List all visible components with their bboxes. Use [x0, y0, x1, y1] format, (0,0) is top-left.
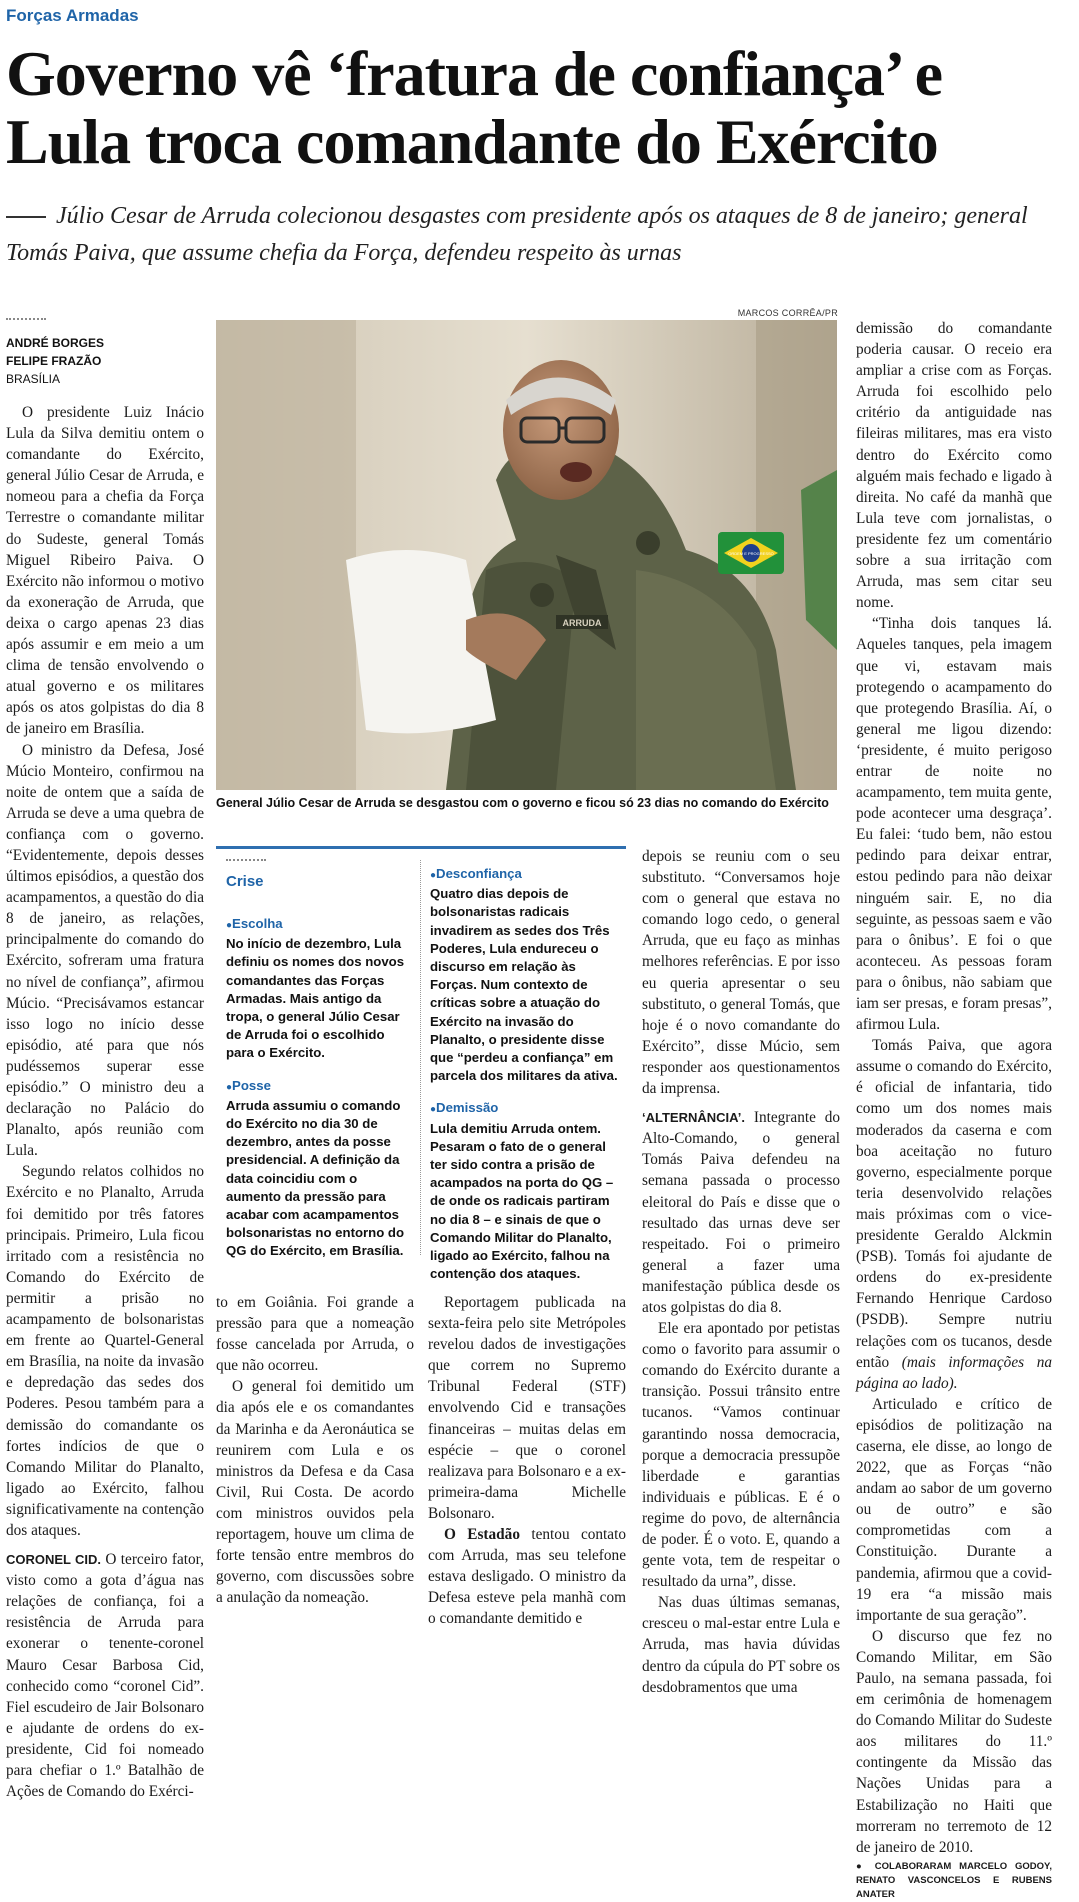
- end-mark-icon: ●: [856, 1860, 875, 1872]
- box-col-right: [430, 859, 618, 1283]
- box-divider: [420, 860, 421, 1255]
- deck-text: Júlio Cesar de Arruda colecionou desgastes com presidente após os ataques de 8 de janeiro; general Tomás Paiva, que assume chefia da Força, defendeu respeito às urnas: [6, 203, 1028, 266]
- byline: [6, 334, 104, 388]
- column-3-bottom: [428, 1292, 626, 1630]
- column-4: [642, 846, 840, 1698]
- flag-motto: ORDEM E PROGRESSO: [728, 551, 774, 556]
- kicker-alternancia: ‘ALTERNÂNCIA’.: [642, 1110, 746, 1126]
- headline: [6, 40, 1076, 176]
- paragraph: O discurso que fez no Comando Militar, em São Paulo, na semana passada, foi em cerimônia de homenagem do Comando Militar do Sudeste aos militares do 11.º contingente da Missão das Nações Unidas para a Estabilização no Haiti que morreram no terremoto de 12 de janeiro de 2010.: [856, 1627, 1052, 1856]
- photo-general-arruda: [216, 320, 837, 790]
- photo-name-tag: ARRUDA: [562, 618, 602, 628]
- photo-caption: General Júlio Cesar de Arruda se desgastou com o governo e ficou só 23 dias no comando do Exército: [216, 796, 829, 810]
- box-dots: [226, 859, 266, 861]
- box-item-text: Quatro dias depois de bolsonaristas radicais invadirem as sedes dos Três Poderes, Lula endureceu o discurso em relação às Forças. Num contexto de críticas sobre a atuação do Exército na invasão do Planalto, o presidente disse que “perdeu a confiança” em parcela dos militares da ativa.: [430, 886, 618, 1084]
- paragraph: O ministro da Defesa, José Múcio Monteiro, confirmou na noite de ontem que a saída de Arruda se deve a uma quebra de confiança com o governo. “Evidentemente, depois desses últimos episódios, a questão dos acampamentos, a questão do dia 8 de janeiro, as relações, principalmente do comando do Exército, sofreram uma fratura no nível de confiança”, afirmou Múcio. “Precisávamos estancar isso logo no início desse episódio, até para que nós pudéssemos superar esse episódio.” O ministro deu a declaração no Palácio do Planalto, após reunião com Lula.: [6, 741, 204, 1160]
- paragraph: demissão do comandante poderia causar. O receio era ampliar a crise com as Forças. Arruda foi escolhido pelo critério da antiguidade nas fileiras militares, mas era visto dentro do Exército como alguém mais fechado e ligado à direita. No café da manhã que Lula teve com jornalistas, o presidente fez um comentário sobre a sua irritação com Arruda, mas sem citar seu nome.: [856, 320, 1052, 612]
- box-item-head: ● Posse: [226, 1077, 412, 1097]
- paragraph: [6, 1549, 204, 1802]
- deck: [6, 198, 1076, 272]
- collaborators: [856, 1860, 1052, 1902]
- box-item-head: ● Desconfiança: [430, 865, 618, 885]
- paragraph: O presidente Luiz Inácio Lula da Silva demitiu ontem o comandante do Exército, general Júlio Cesar de Arruda, e nomeou para a chefia da Força Terrestre o comandante militar do Sudeste, general Tomás Miguel Ribeiro Paiva. O Exército não informou o motivo da exoneração de Arruda, que deixa o cargo apenas 23 dias após assumir e em meio a um clima de tensão envolvendo o atual governo e os militares após os atos golpistas do dia 8 de janeiro em Brasília.: [6, 404, 204, 738]
- box-item-text: Lula demitiu Arruda ontem. Pesaram o fato de o general ter sido contra a prisão de acampados na porta do QG – de onde os radicais partiram no dia 8 – e sinais de que o Comando Militar do Planalto, ligado ao Exército, falhou na contenção dos ataques.: [430, 1120, 614, 1282]
- cross-reference: (mais informações na página ao lado).: [856, 1353, 1052, 1392]
- column-1: [6, 402, 204, 1802]
- paragraph: [642, 1107, 840, 1318]
- paragraph-text: Tomás Paiva, que agora assume o comando do Exército, é oficial de infantaria, tido como um dos nomes mais moderados da caserna e com boa aceitação no futuro governo, especialmente porque teria desenvolvido relações mais próximas com o vice-presidente Geraldo Alckmin (PSB). Tomás foi ajudante de ordens do ex-presidente Fernando Henrique Cardoso (PSDB). Sempre nutriu relações com os tucanos, desde então: [856, 1037, 1052, 1371]
- paragraph: [428, 1524, 626, 1629]
- byline-dots: [6, 318, 46, 320]
- paragraph: Segundo relatos colhidos no Exército e no Planalto, Arruda foi demitido por três fatores principais. Primeiro, Lula ficou irritado com a resistência no Comando do Exército de permitir a prisão no acampamento de bolsonaristas em frente ao Quartel-General em Brasília, na noite da invasão e depredação das sedes dos Poderes. Pesou também para a demissão do comandante os fortes indícios de que o Comando Militar do Planalto, ligado ao Exército, falhou significativamente na contenção dos ataques.: [6, 1163, 204, 1539]
- paragraph: Ele era apontado por petistas como o favorito para assumir o comando do Exército durante a transição. Possui trânsito entre tucanos. “Vamos continuar garantindo nossa democracia, porque a democracia pressupõe liberdade e garantias individuais e públicas. E é o regime do povo, de alternância de poder. É o voto. E, quando a gente vota, tem de respeitar o resultado da urna”, disse.: [642, 1320, 840, 1591]
- paragraph-text: O terceiro fator, visto como a gota d’água nas relações de confiança, foi a resistência de Arruda para exonerar o tenente-coronel Mauro Cesar Barbosa Cid, conhecido como “coronel Cid”. Fiel escudeiro de Jair Bolsonaro e ajudante de ordens do ex-presidente, Cid foi nomeado para chefiar o 1.º Batalhão de Ações de Comando do Exérci-: [6, 1551, 204, 1801]
- headline-line-2: Lula troca comandante do Exército: [6, 106, 938, 177]
- box-title: Crise: [226, 873, 264, 890]
- estadao-kicker: O Estadão: [444, 1526, 520, 1544]
- byline-author-1: ANDRÉ BORGES: [6, 336, 105, 350]
- box-col-left: [226, 905, 412, 1261]
- byline-city: BRASÍLIA: [6, 372, 61, 386]
- paragraph-text: Integrante do Alto-Comando, o general Tomás Paiva defendeu na semana passada o processo eleitoral do País e disse que o resultado das urnas deve ser respeitado. Foi o primeiro general a fazer uma manifestação pública desde os atos golpistas do dia 8.: [642, 1109, 840, 1316]
- paragraph: [856, 1035, 1052, 1394]
- column-5: [856, 318, 1052, 1902]
- headline-line-1: Governo vê ‘fratura de confiança’ e: [6, 38, 942, 109]
- box-item-text: Arruda assumiu o comando do Exército no dia 30 de dezembro, antes da posse presidencial. A definição da data coincidiu com o aumento da pressão para acabar com acampamentos bolsonaristas no entorno do QG do Exército, em Brasília.: [226, 1097, 405, 1259]
- box-item-head: ● Demissão: [430, 1099, 618, 1119]
- box-item-head: ● Escolha: [226, 915, 412, 935]
- deck-rule: [6, 216, 46, 218]
- paragraph: to em Goiânia. Foi grande a pressão para que a nomeação fosse cancelada por Arruda, o que não ocorreu.: [216, 1294, 414, 1375]
- photo-credit: MARCOS CORRÊA/PR: [737, 308, 838, 318]
- box-item-text: No início de dezembro, Lula definiu os nomes dos novos comandantes das Forças Armadas. Mais antigo da tropa, o general Júlio Cesar de Arruda foi o escolhido para o Exército.: [226, 936, 405, 1061]
- paragraph: “Tinha dois tanques lá. Aqueles tanques, pela imagem que vi, estavam mais protegendo o acampamento do que protegendo Brasília. Aí, o general me ligou dizendo: ‘presidente, é muito perigoso entrar de noite no acampamento, tem muita gente, pode acontecer uma desgraça’. Eu falei: ‘tudo bem, não estou pedindo para deixar entrar, estou pedindo para não deixar ninguém sair. E, no dia seguinte, as pessoas saem e vão para o ônibus’. E foi o que aconteceu. As pessoas foram para o ônibus, não sabiam que iam ser presas, e foram presas”, afirmou Lula.: [856, 615, 1052, 1034]
- kicker-coronel-cid: CORONEL CID.: [6, 1552, 101, 1568]
- byline-author-2: FELIPE FRAZÃO: [6, 354, 102, 368]
- crise-box: [216, 846, 626, 1282]
- paragraph: Nas duas últimas semanas, cresceu o mal-estar entre Lula e Arruda, mas havia dúvidas dentro da cúpula do PT sobre os desdobramentos que uma: [642, 1594, 840, 1696]
- section-tag: Forças Armadas: [6, 6, 139, 25]
- paragraph: Reportagem publicada na sexta-feira pelo site Metrópoles revelou dados de investigações que correm no Supremo Tribunal Federal (STF) envolvendo Cid e transações financeiras – muitas delas em espécie – que o coronel realizava para Bolsonaro e a ex-primeira-dama Michelle Bolsonaro.: [428, 1294, 626, 1522]
- photo-illustration: [216, 320, 837, 790]
- paragraph: depois se reuniu com o seu substituto. “Conversamos hoje com o general que estava no comando logo cedo, o general Arruda, que eu faço as minhas melhores referências. E por isso eu queria apresentar o seu substituto, o general Tomás, que hoje é o novo comandante do Exército”, disse Múcio, sem responder aos questionamentos da imprensa.: [642, 848, 840, 1098]
- paragraph: Articulado e crítico de episódios de politização na caserna, ele disse, ao longo de 2022, que as Forças “não andam ao sabor de um governo ou de outro” e são comprometidas com a Constituição. Durante a pandemia, afirmou que a covid-19 era “a missão mais importante de sua geração”.: [856, 1395, 1052, 1624]
- collaborators-text: COLABORARAM MARCELO GODOY, RENATO VASCONCELOS E RUBENS ANATER: [856, 1860, 1052, 1900]
- paragraph-text: tentou contato com Arruda, mas seu telefone estava desligado. O ministro da Defesa esteve pela manhã com o comandante demitido e: [428, 1526, 626, 1628]
- column-2-bottom: [216, 1292, 414, 1608]
- paragraph: O general foi demitido um dia após ele e os comandantes da Marinha e da Aeronáutica se reunirem com Lula e os ministros da Defesa e da Casa Civil, Rui Costa. De acordo com ministros ouvidos pela reportagem, houve um clima de forte tensão entre membros do governo, com discussões sobre a anulação da nomeação.: [216, 1378, 414, 1607]
